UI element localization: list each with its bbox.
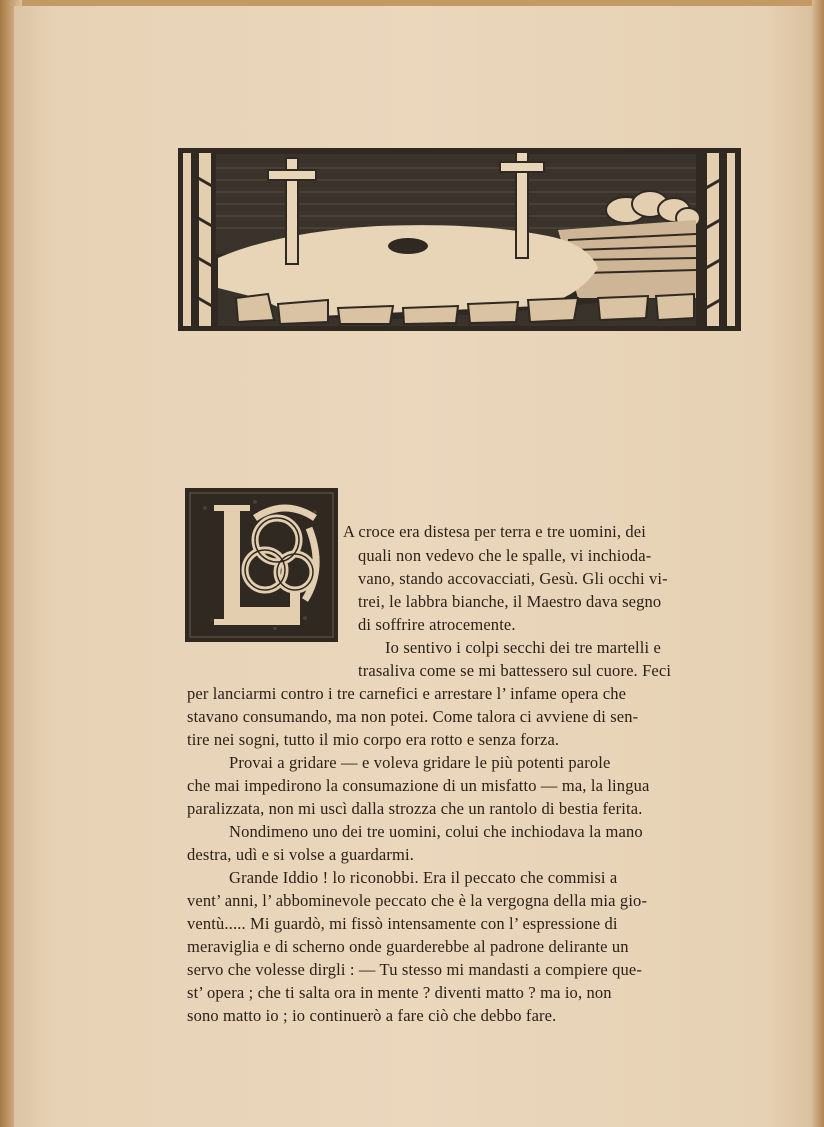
- text-line: trasaliva come se mi battessero sul cuore. Feci: [358, 661, 672, 680]
- text-line: tire nei sogni, tutto il mio corpo era rotto e senza forza.: [187, 730, 560, 749]
- text-line: paralizzata, non mi uscì dalla strozza che un rantolo di bestia ferita.: [187, 799, 643, 818]
- text-line: ventù..... Mi guardò, mi fissò intensamente con l’ espressione di: [187, 914, 618, 933]
- text-line: stavano consumando, ma non potei. Come talora ci avviene di sen-: [187, 707, 639, 726]
- text-line: quali non vedevo che le spalle, vi inchioda-: [358, 546, 652, 565]
- text-line: meraviglia e di scherno onde guarderebbe al padrone delirante un: [187, 937, 629, 956]
- woodcut-illustration: [178, 148, 741, 331]
- text-line: che mai impedirono la consumazione di un misfatto — ma, la lingua: [187, 776, 650, 795]
- text-line: Io sentivo i colpi secchi dei tre martelli e: [385, 638, 662, 657]
- text-line: Nondimeno uno dei tre uomini, colui che inchiodava la mano: [229, 822, 643, 841]
- text-line: A croce era distesa per terra e tre uomini, dei: [343, 522, 646, 541]
- text-line: destra, udì e si volse a guardarmi.: [187, 845, 415, 864]
- text-line: vent’ anni, l’ abbominevole peccato che è la vergogna della mia gio-: [187, 891, 648, 910]
- decorated-initial: [185, 488, 338, 642]
- text-line: st’ opera ; che ti salta ora in mente ? diventi matto ? ma io, non: [187, 983, 612, 1002]
- text-line: di soffrire atrocemente.: [358, 615, 516, 634]
- text-line: Grande Iddio ! lo riconobbi. Era il peccato che commisi a: [229, 868, 618, 887]
- text-line: vano, stando accovacciati, Gesù. Gli occhi vi-: [358, 569, 668, 588]
- text-line: Provai a gridare — e voleva gridare le più potenti parole: [229, 753, 611, 772]
- page-edge: [812, 0, 824, 1127]
- text-line: sono matto io ; io continuerò a fare ciò che debbo fare.: [187, 1006, 557, 1025]
- text-line: trei, le labbra bianche, il Maestro dava segno: [358, 592, 662, 611]
- text-line: servo che volesse dirgli : — Tu stesso mi mandasti a compiere que-: [187, 960, 643, 979]
- text-line: per lanciarmi contro i tre carnefici e arrestare l’ infame opera che: [187, 684, 627, 703]
